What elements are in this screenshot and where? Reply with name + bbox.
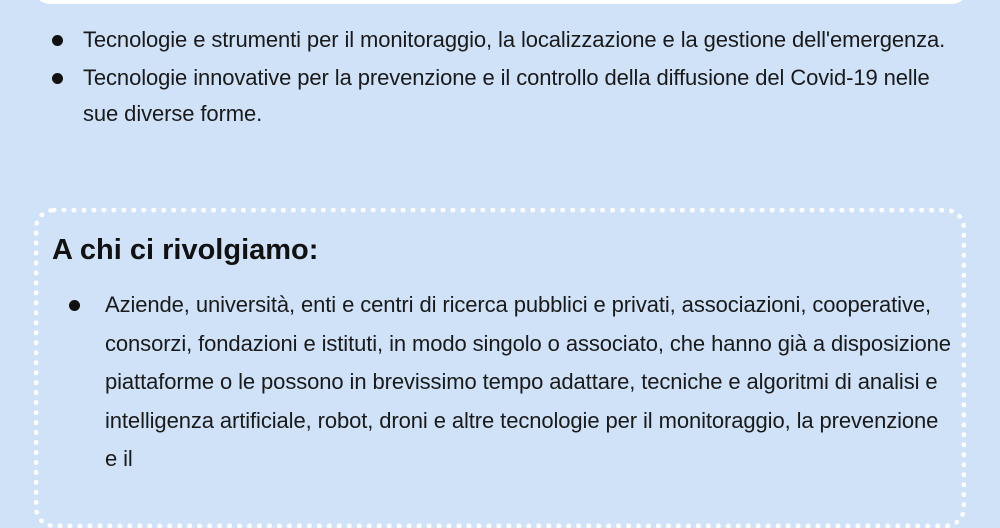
list-item (0, 60, 1000, 132)
previous-section-card (34, 0, 968, 4)
technology-list (0, 22, 1000, 132)
list-item (0, 286, 1000, 479)
audience-list (0, 286, 1000, 479)
list-item-text: Tecnologie innovative per la prevenzione e il controllo della diffusione del Covid-19 nelle sue diverse forme. (83, 65, 930, 126)
bullet-icon (52, 73, 63, 84)
list-item (0, 22, 1000, 58)
bullet-icon (52, 35, 63, 46)
list-item-text: Aziende, università, enti e centri di ricerca pubblici e privati, associazioni, cooperative, consorzi, fondazioni e istituti, in modo singolo o associato, che hanno già a disposizione piattaforme o le possono in brevissimo tempo adattare, tecniche e algoritmi di analisi e intelligenza artificiale, robot, droni e altre tecnologie per il monitoraggio, la prevenzione e il (105, 292, 951, 472)
list-item-text: Tecnologie e strumenti per il monitoraggio, la localizzazione e la gestione dell'emergenza. (83, 27, 946, 52)
audience-heading: A chi ci rivolgiamo: (52, 234, 319, 266)
bullet-icon (69, 300, 80, 311)
